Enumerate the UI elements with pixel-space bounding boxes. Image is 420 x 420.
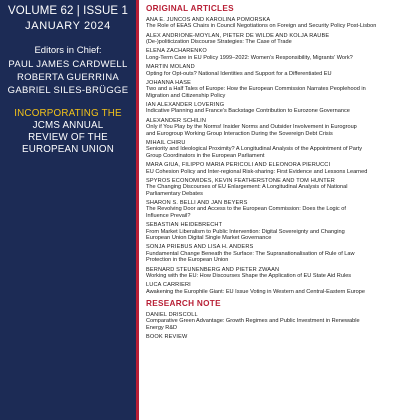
- book-review-label[interactable]: BOOK REVIEW: [146, 334, 188, 341]
- section-heading: ORIGINAL ARTICLES: [146, 4, 234, 13]
- article-title-line: Awakening the Europhile Giant: EU Issue Voting in Western and Central-Eastern Europe: [146, 288, 366, 295]
- article-entry[interactable]: [146, 222, 416, 241]
- article-authors: BERNARD STEUNENBERG AND PIETER ZWAAN: [146, 266, 280, 273]
- article-authors: SONJA PRIEBUS AND LISA H. ANDERS: [146, 244, 254, 251]
- article-authors: ALEXANDER SCHILIN: [146, 117, 207, 124]
- incorporating-line: REVIEW OF THE: [28, 132, 108, 143]
- article-entry[interactable]: [146, 282, 416, 295]
- article-authors: DANIEL DRISCOLL: [146, 312, 198, 318]
- article-authors: SHARON S. BELLI AND JAN BEYERS: [146, 200, 248, 206]
- incorporating-line: JCMS ANNUAL: [32, 120, 104, 131]
- table-of-contents: [146, 0, 416, 420]
- article-entry[interactable]: [146, 178, 416, 197]
- editors-label: Editors in Chief:: [34, 45, 102, 56]
- article-title-line: Only if You Play by the Norms! Insider Norms and Outsider Involvement in Eurogroup: [146, 124, 357, 131]
- article-title-line: Indicative Planning and France’s Backstage Contribution to Eurozone Governance: [146, 108, 350, 115]
- article-title-line: Seniority and Ideological Proximity? A Longitudinal Analysis of the Appointment of Party: [146, 146, 363, 153]
- article-title-line: The Role of EEAS Chairs in Council Negotiations on Foreign and Security Policy Post-Lisbon: [146, 23, 377, 30]
- article-authors: MARA GIUA, FILIPPO MARIA PERICOLI AND ELEONORA PIERUCCI: [146, 162, 331, 169]
- article-title-line: Opting for Opt-outs? National Identities and Support for a Differentiated EU: [146, 70, 332, 77]
- article-authors: ELENA ZACHARENKO: [146, 48, 207, 55]
- article-title-line: From Market Liberalism to Public Intervention: Digital Sovereignty and Changing: [146, 228, 345, 235]
- article-title-line: Fundamental Change Beneath the Surface: The Supranationalisation of Rule of Law: [146, 250, 355, 257]
- article-authors: SEBASTIAN HEIDEBRECHT: [146, 222, 223, 229]
- article-authors: MIHAIL CHIRU: [146, 139, 186, 146]
- article-entry[interactable]: [146, 48, 416, 61]
- editor-name: GABRIEL SILES-BRÜGGE: [7, 85, 129, 96]
- incorporating-heading: INCORPORATING THE: [14, 108, 122, 119]
- article-authors: ALEX ANDRIONE-MOYLAN, PIETER DE WILDE AND KOLJA RAUBE: [146, 32, 330, 39]
- article-title-line: Protection in the European Union: [146, 257, 229, 264]
- article-title-line: Group Coordinators in the European Parliament: [146, 152, 265, 159]
- section-heading: RESEARCH NOTE: [146, 299, 221, 308]
- article-authors: IAN ALEXANDER LOVERING: [146, 102, 225, 108]
- article-title-line: The Changing Discourses of EU Enlargement: A Longitudinal Analysis of National: [146, 184, 348, 191]
- article-entry[interactable]: [146, 80, 416, 99]
- article-title-line: and Eurogroup Working Group Interaction During the Sovereign Debt Crisis: [146, 130, 333, 137]
- article-entry[interactable]: [146, 102, 416, 115]
- article-title-line: EU Cohesion Policy and Inter-regional Risk-sharing: First Evidence and Lessons Learned: [146, 168, 368, 175]
- article-title-line: The Revolving Door and Access to the European Commission: Does the Logic of: [146, 206, 346, 213]
- article-title-line: Comparative Green Advantage: Growth Regimes and Public Investment in Renewable: [146, 318, 360, 325]
- issue-date: JANUARY 2024: [25, 20, 111, 32]
- article-title-line: (De-)politicization Discourse Strategies: The Case of Trade: [146, 39, 292, 46]
- article-entry[interactable]: [146, 162, 416, 175]
- article-entry[interactable]: [146, 200, 416, 219]
- article-authors: ANA E. JUNCOS AND KAROLINA POMORSKA: [146, 17, 271, 23]
- article-title-line: Long-Term Care in EU Policy 1999–2022: Women’s Responsibility, Migrants’ Work?: [146, 54, 353, 61]
- editor-name: ROBERTA GUERRINA: [16, 72, 120, 83]
- article-title-line: Energy R&D: [146, 324, 178, 331]
- article-entry[interactable]: [146, 17, 416, 30]
- article-entry[interactable]: [146, 118, 416, 137]
- editor-name: PAUL JAMES CARDWELL: [8, 59, 128, 70]
- article-entry[interactable]: [146, 244, 416, 263]
- red-divider: [136, 0, 139, 420]
- article-authors: MARTIN MOLAND: [146, 64, 195, 71]
- article-entry[interactable]: [146, 140, 416, 159]
- article-title-line: Migration and Citizenship Policy: [146, 92, 226, 99]
- masthead-panel: [0, 0, 136, 420]
- volume-issue: VOLUME 62 | ISSUE 1: [8, 5, 128, 17]
- article-entry[interactable]: [146, 33, 416, 46]
- article-title-line: European Union Digital Single Market Governance: [146, 235, 272, 242]
- incorporating-notice: [6, 108, 130, 156]
- article-title-line: Parliamentary Debates: [146, 190, 203, 197]
- article-title-line: Influence Prevail?: [146, 212, 191, 219]
- article-title-line: Two and a Half Tales of Europe: How the European Commission Narrates Peoplehood in: [146, 86, 366, 93]
- article-authors: JOHANNA HASE: [146, 79, 192, 86]
- incorporating-line: EUROPEAN UNION: [21, 144, 115, 155]
- article-authors: LUCA CARRIERI: [146, 282, 191, 289]
- article-entry[interactable]: [146, 267, 416, 280]
- article-authors: SPYROS ECONOMIDES, KEVIN FEATHERSTONE AND TOM HUNTER: [146, 177, 335, 184]
- article-title-line: Working with the EU: How Discourses Shape the Application of EU State Aid Rules: [146, 273, 352, 279]
- article-entry[interactable]: [146, 312, 416, 331]
- article-entry[interactable]: [146, 64, 416, 77]
